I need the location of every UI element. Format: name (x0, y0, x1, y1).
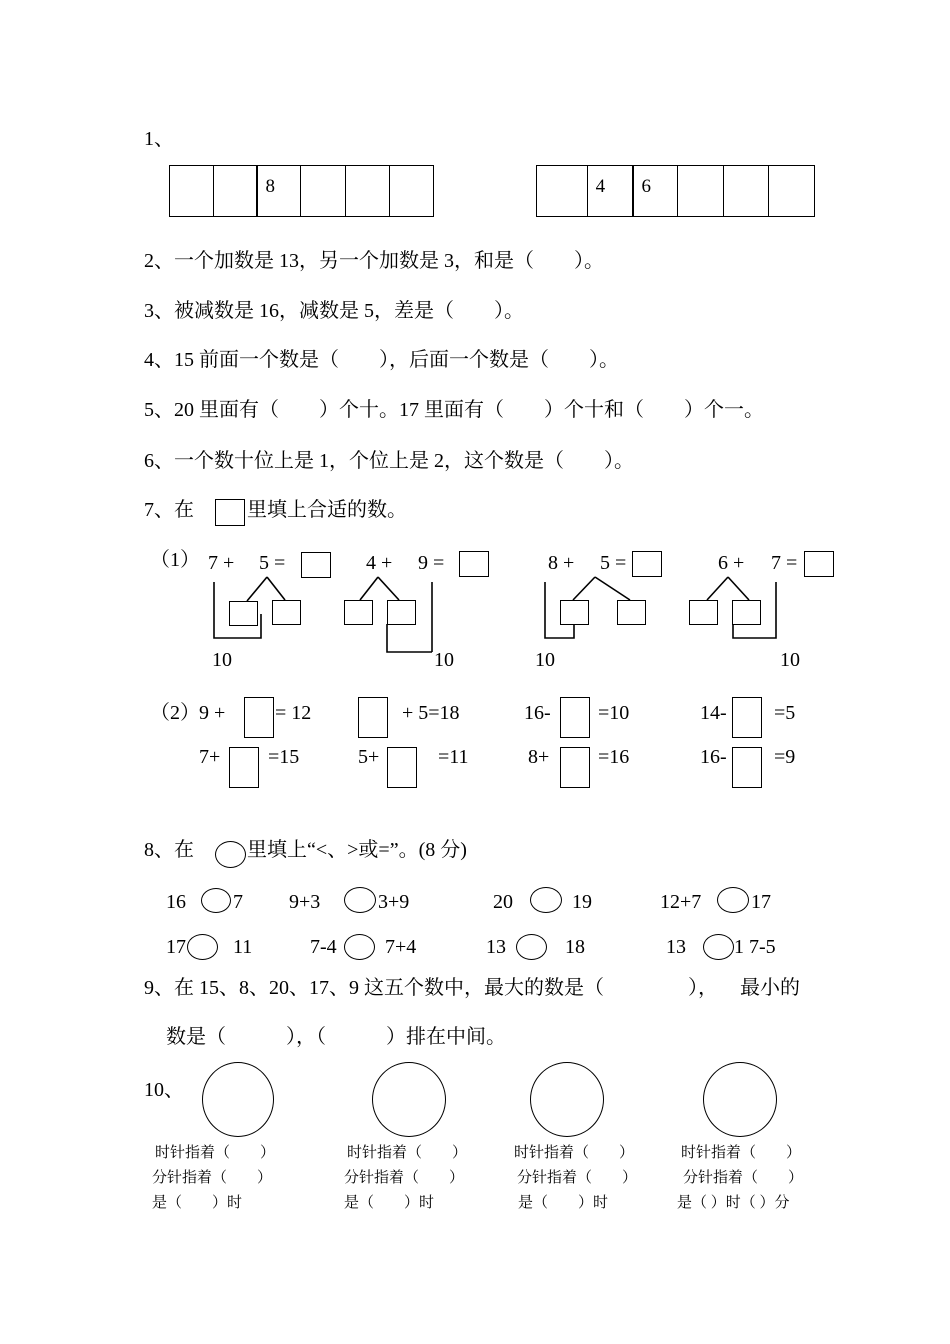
eq-text: 5 = (259, 552, 286, 574)
cmp-text: 17 (751, 891, 771, 913)
eq-text: 9 + (199, 702, 226, 724)
eq-text: 6 + (718, 552, 745, 574)
cmp-text: 19 (572, 891, 592, 913)
compare-circle[interactable] (344, 934, 375, 960)
part-2-label: （2） (150, 702, 200, 724)
answer-box[interactable] (732, 747, 762, 788)
cmp-text: 18 (565, 936, 585, 958)
q7-prefix: 7、在 (144, 499, 194, 521)
compare-circle[interactable] (703, 934, 734, 960)
answer-box[interactable] (560, 747, 590, 788)
clock-face (530, 1062, 604, 1137)
cmp-text: 7+4 (385, 936, 417, 958)
cmp-text: 7 (233, 891, 243, 913)
answer-box[interactable] (358, 697, 388, 738)
eq-text: =5 (774, 702, 796, 724)
part-1-label: （1） (150, 549, 200, 571)
eq-text: 16- (700, 746, 727, 768)
compare-circle[interactable] (516, 934, 547, 960)
eq-text: 7 = (771, 552, 798, 574)
eq-text: = 12 (275, 702, 312, 724)
compare-circle[interactable] (344, 887, 376, 913)
q9-line1-tail: 最小的 (740, 977, 800, 999)
eq-text: =10 (598, 702, 630, 724)
hour-hand-text: 时针指着（ ） (155, 1145, 276, 1161)
minute-hand-text: 分针指着（ ） (152, 1170, 273, 1186)
q1-label: 1、 (144, 128, 174, 150)
answer-box[interactable] (732, 697, 762, 738)
eq-text: =11 (438, 746, 469, 768)
cmp-text: 13 (666, 936, 686, 958)
clock-face (703, 1062, 777, 1137)
eq-text: 7+ (199, 746, 221, 768)
cmp-text: 12+7 (660, 891, 702, 913)
q9-line1-close: ）， (688, 977, 718, 999)
minute-hand-text: 分针指着（ ） (517, 1170, 638, 1186)
compare-circle[interactable] (187, 934, 218, 960)
question-6: 6、一个数十位上是 1，个位上是 2，这个数是（ ）。 (144, 450, 634, 472)
time-text: 是（ ）时（ ）分 (677, 1195, 790, 1211)
compare-circle[interactable] (717, 887, 749, 913)
answer-box[interactable] (387, 747, 417, 788)
question-3: 3、被减数是 16，减数是 5，差是（ ）。 (144, 300, 524, 322)
cmp-text: 3+9 (378, 891, 410, 913)
cmp-text: 7-4 (310, 936, 337, 958)
q10-label: 10、 (144, 1079, 184, 1101)
eq-text: 9 = (418, 552, 445, 574)
answer-box[interactable] (229, 747, 259, 788)
ten-label: 10 (212, 649, 232, 671)
ten-label: 10 (780, 649, 800, 671)
eq-text: 4 + (366, 552, 393, 574)
cell: 6 (632, 165, 678, 217)
eq-text: 8+ (528, 746, 550, 768)
cmp-text: 9+3 (289, 891, 321, 913)
q7-suffix: 里填上合适的数。 (247, 499, 407, 521)
eq-text: 7 + (208, 552, 235, 574)
clock-face (372, 1062, 446, 1137)
compare-circle[interactable] (201, 888, 231, 913)
minute-hand-text: 分针指着（ ） (344, 1170, 465, 1186)
sample-circle (215, 841, 246, 868)
time-text: 是（ ）时 (344, 1195, 435, 1211)
answer-box[interactable] (560, 697, 590, 738)
cmp-text: 20 (493, 891, 513, 913)
q9-line1: 9、在 15、8、20、17、9 这五个数中，最大的数是（ (144, 977, 604, 999)
eq-text: =16 (598, 746, 630, 768)
cmp-text: 13 (486, 936, 506, 958)
cmp-text: 16 (166, 891, 186, 913)
cmp-text: 1 7-5 (734, 936, 776, 958)
hour-hand-text: 时针指着（ ） (347, 1145, 468, 1161)
eq-text: 5+ (358, 746, 380, 768)
eq-text: =9 (774, 746, 796, 768)
compare-circle[interactable] (530, 887, 562, 913)
hour-hand-text: 时针指着（ ） (514, 1145, 635, 1161)
eq-text: 14- (700, 702, 727, 724)
eq-text: 8 + (548, 552, 575, 574)
q8-suffix: 里填上“<、>或=”。(8 分) (247, 839, 467, 861)
eq-text: 16- (524, 702, 551, 724)
question-4: 4、15 前面一个数是（ ），后面一个数是（ ）。 (144, 349, 619, 371)
question-5: 5、20 里面有（ ）个十。17 里面有（ ）个十和（ ）个一。 (144, 399, 764, 421)
q9-line2: 数是（ ），（ ）排在中间。 (166, 1026, 506, 1048)
eq-text: 5 = (600, 552, 627, 574)
ten-label: 10 (535, 649, 555, 671)
ten-label: 10 (434, 649, 454, 671)
cell: 4 (587, 165, 634, 217)
cmp-text: 17 (166, 936, 186, 958)
minute-hand-text: 分针指着（ ） (683, 1170, 804, 1186)
hour-hand-text: 时针指着（ ） (681, 1145, 802, 1161)
answer-box[interactable] (244, 697, 274, 738)
q8-prefix: 8、在 (144, 839, 194, 861)
cell: 8 (256, 165, 301, 217)
clock-face (202, 1062, 274, 1137)
cmp-text: 11 (233, 936, 253, 958)
question-2: 2、一个加数是 13，另一个加数是 3，和是（ ）。 (144, 250, 604, 272)
eq-text: + 5=18 (402, 702, 460, 724)
time-text: 是（ ）时 (152, 1195, 243, 1211)
time-text: 是（ ）时 (518, 1195, 609, 1211)
eq-text: =15 (268, 746, 300, 768)
